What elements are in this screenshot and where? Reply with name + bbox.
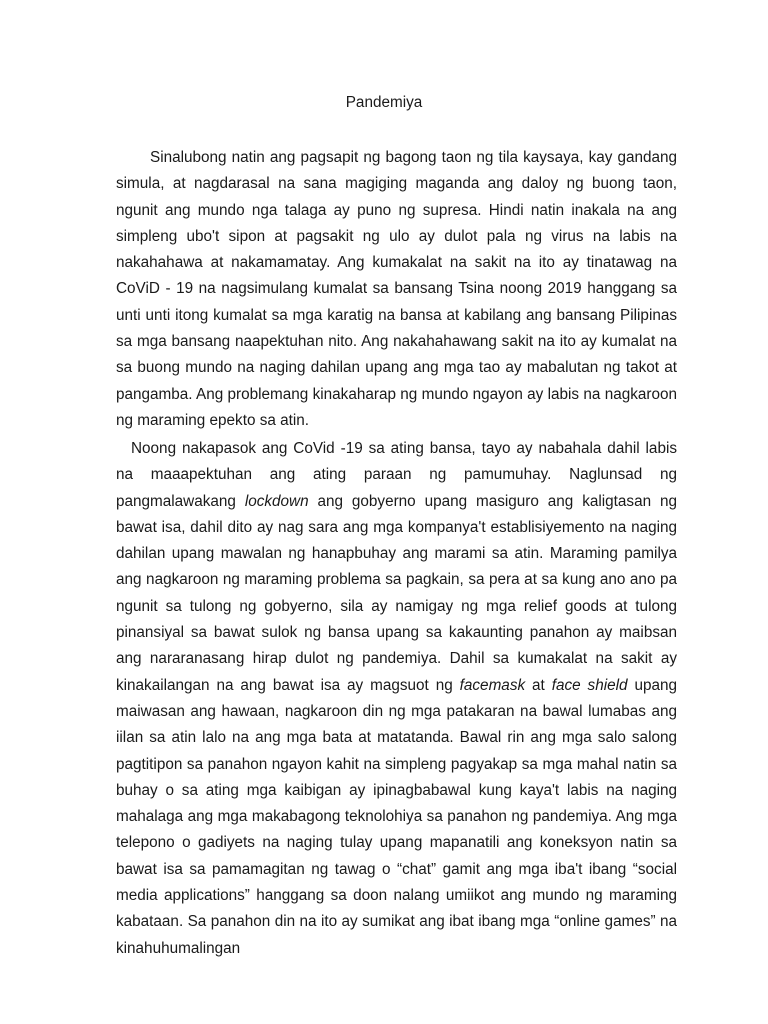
paragraph-2-segment: at xyxy=(525,676,552,694)
italic-term-lockdown: lockdown xyxy=(244,492,309,510)
italic-term-face-shield: face shield xyxy=(551,676,628,694)
paragraph-1 xyxy=(116,145,677,434)
italic-term-facemask: facemask xyxy=(459,676,526,694)
paragraph-2-segment: upang maiwasan ang hawaan, nagkaroon din ng mga patakaran na bawal lumabas ang iilan sa atin lalo na ang mga bata at matatanda. Bawal rin ang mga salo salong pagtitipon sa panahon ngayon kahit na simpleng pagyakap sa mga mahal natin sa buhay o sa ating mga kaibigan ay ipinagbabawal kung kaya't labis na naging mahalaga ang mga makabagong teknolohiya sa panahon ng pandemiya. Ang mga telepono o gadiyets na naging tulay upang mapanatili ang koneksyon natin sa bawat isa sa pamamagitan ng tawag o “chat” gamit ang mga iba't ibang “social media applications” hanggang sa doon nalang umiikot ang mundo ng maraming kabataan. Sa panahon din na ito ay sumikat ang ibat ibang mga “online games” na kinahuhumalingan xyxy=(116,676,677,957)
paragraph-2-text xyxy=(116,436,677,962)
document-title: Pandemiya xyxy=(345,94,423,111)
paragraph-1-text: Sinalubong natin ang pagsapit ng bagong taon ng tila kaysaya, kay gandang simula, at nagdarasal na sana magiging maganda ang daloy ng buong taon, ngunit ang mundo nga talaga ay puno ng supresa. Hindi natin inakala na ang simpleng ubo't sipon at pagsakit ng ulo ay dulot pala ng virus na labis na nakahahawa at nakamamatay. Ang kumakalat na sakit na ito ay tinatawag na CoViD - 19 na nagsimulang kumalat sa bansang Tsina noong 2019 hanggang sa unti unti itong kumalat sa mga karatig na bansa at kabilang ang bansang Pilipinas sa mga bansang naapektuhan nito. Ang nakahahawang sakit na ito ay kumalat na sa buong mundo na naging dahilan upang ang mga tao ay mabalutan ng takot at pangamba. Ang problemang kinakaharap ng mundo ngayon ay labis na nagkaroon ng maraming epekto sa atin. xyxy=(116,149,677,429)
paragraph-2-segment: ang gobyerno upang masiguro ang kaligtasan ng bawat isa, dahil dito ay nag sara ang mga kompanya't establisiyemento na naging dahilan upang mawalan ng hanapbuhay ang marami sa atin. Maraming pamilya ang nagkaroon ng maraming problema sa pagkain, sa pera at sa kung ano ano pa ngunit sa tulong ng gobyerno, sila ay namigay ng mga relief goods at tulong pinansiyal sa bawat sulok ng bansa upang sa kakaunting panahon ay maibsan ang nararanasang hirap dulot ng pandemiya. Dahil sa kumakalat na sakit ay kinakailangan na ang bawat isa ay magsuot ng xyxy=(116,492,677,694)
paragraph-2-segment: Noong nakapasok ang CoVid -19 sa ating bansa, tayo ay nabahala dahil labis na maaapektuhan ang ating paraan ng pamumuhay. Naglunsad ng pangmalawakang xyxy=(116,440,677,510)
paragraph-2 xyxy=(116,436,677,962)
